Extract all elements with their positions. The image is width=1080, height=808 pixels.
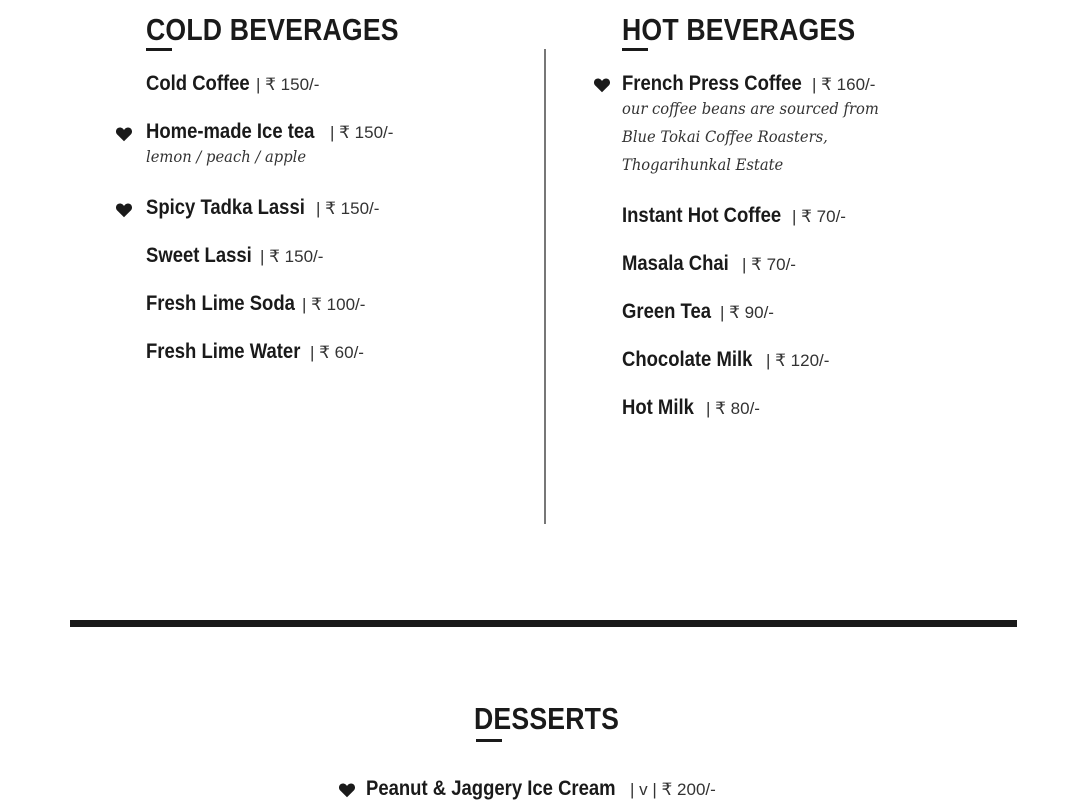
heart-icon	[593, 77, 611, 93]
menu-item-french-press-coffee	[622, 72, 901, 179]
item-description	[622, 95, 879, 179]
menu-item-chocolate-milk	[622, 348, 830, 372]
hot-beverages-title: HOT BEVERAGES	[622, 12, 856, 47]
item-name: Home-made Ice tea	[146, 120, 315, 143]
item-price: | ₹ 100/-	[302, 295, 366, 314]
menu-item-hot-milk	[622, 396, 760, 420]
item-price: | ₹ 120/-	[766, 351, 830, 370]
item-name: Green Tea	[622, 300, 712, 323]
cold-beverages-title: COLD BEVERAGES	[146, 12, 399, 47]
item-price: | ₹ 150/-	[330, 123, 394, 142]
item-price: | ₹ 150/-	[256, 75, 320, 94]
item-price: | ₹ 80/-	[706, 399, 760, 418]
description-line: our coffee beans are sourced from	[622, 99, 879, 118]
menu-item-spicy-tadka-lassi	[146, 196, 380, 220]
item-name: Fresh Lime Soda	[146, 292, 295, 315]
desserts-title: DESSERTS	[474, 701, 620, 736]
item-name: Masala Chai	[622, 252, 729, 275]
description-line: Thogarihunkal Estate	[622, 155, 784, 174]
item-name: Spicy Tadka Lassi	[146, 196, 305, 219]
item-description: lemon / peach / apple	[146, 147, 307, 166]
menu-item-cold-coffee	[146, 72, 320, 96]
item-name: Instant Hot Coffee	[622, 204, 782, 227]
item-name: Chocolate Milk	[622, 348, 753, 371]
item-price: | ₹ 150/-	[316, 199, 380, 218]
menu-item-fresh-lime-soda	[146, 292, 366, 316]
item-price: | ₹ 90/-	[720, 303, 774, 322]
menu-item-home-made-ice-tea	[146, 120, 394, 171]
menu-item-sweet-lassi	[146, 244, 324, 268]
item-price: | ₹ 60/-	[310, 343, 364, 362]
heart-icon	[115, 126, 133, 142]
item-name: Peanut & Jaggery Ice Cream	[366, 777, 616, 800]
heart-icon	[115, 202, 133, 218]
item-price: | ₹ 160/-	[812, 75, 876, 94]
menu-item-peanut-jaggery-ice-cream	[366, 777, 716, 801]
item-name: French Press Coffee	[622, 72, 802, 95]
item-name: Hot Milk	[622, 396, 694, 419]
item-name: Cold Coffee	[146, 72, 250, 95]
heart-icon	[338, 782, 356, 798]
item-name: Fresh Lime Water	[146, 340, 301, 363]
item-price: | ₹ 70/-	[792, 207, 846, 226]
item-price: | v | ₹ 200/-	[630, 780, 716, 799]
menu-item-masala-chai	[622, 252, 796, 276]
cold-title-underline	[146, 48, 172, 51]
item-price: | ₹ 150/-	[260, 247, 324, 266]
menu-item-green-tea	[622, 300, 774, 324]
hot-title-underline	[622, 48, 648, 51]
item-price: | ₹ 70/-	[742, 255, 796, 274]
menu-item-fresh-lime-water	[146, 340, 364, 364]
desserts-title-underline	[476, 739, 502, 742]
item-name: Sweet Lassi	[146, 244, 252, 267]
description-line: Blue Tokai Coffee Roasters,	[622, 127, 828, 146]
menu-item-instant-hot-coffee	[622, 204, 846, 228]
section-divider	[70, 620, 1017, 627]
column-divider	[544, 49, 546, 524]
